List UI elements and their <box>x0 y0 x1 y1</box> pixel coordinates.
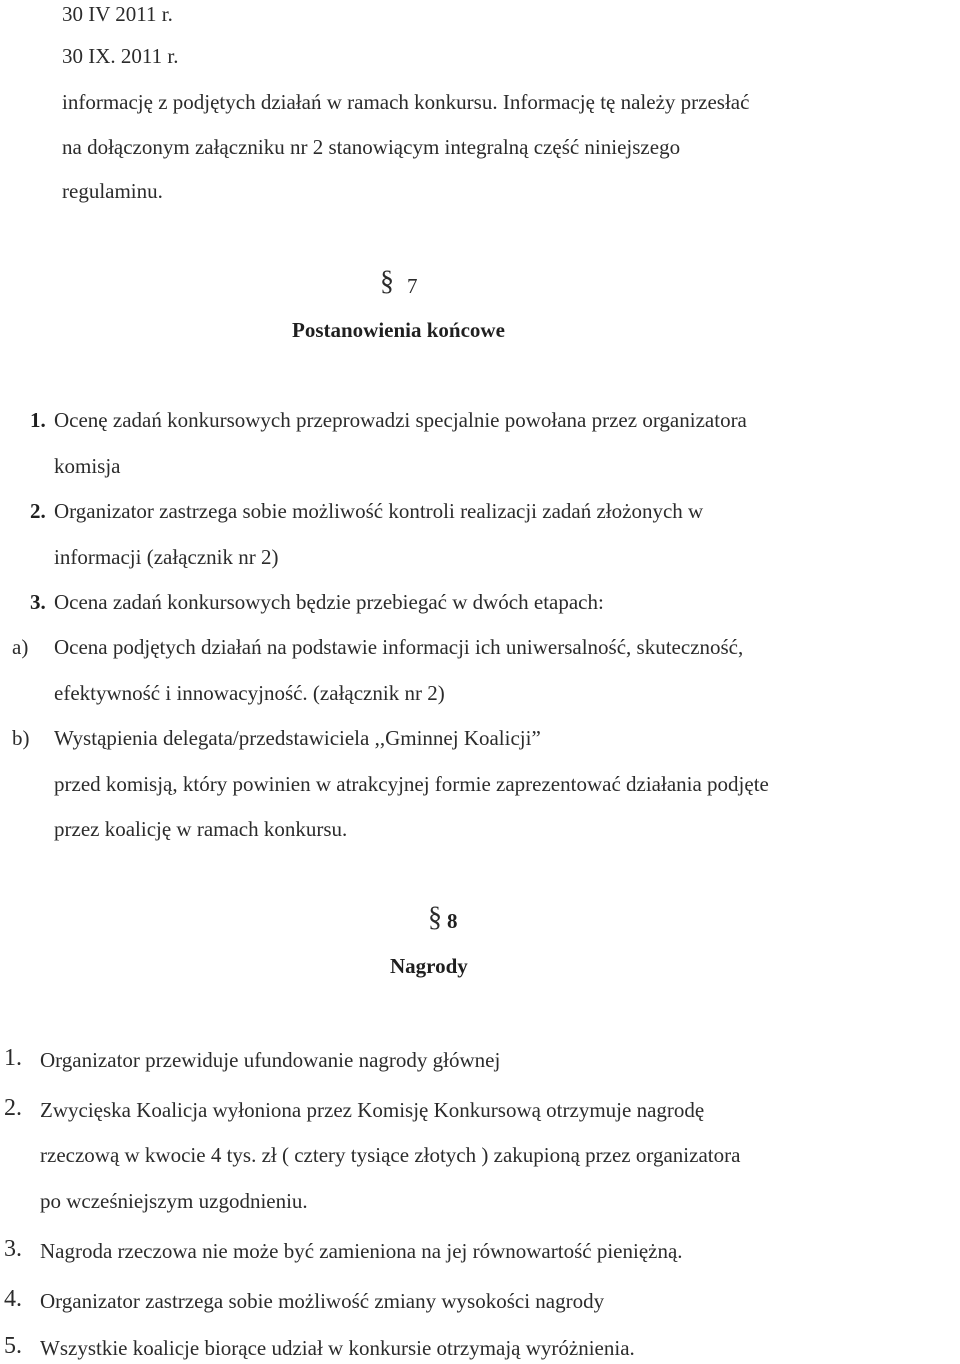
s7-subitem-a-line-1: Ocena podjętych działań na podstawie informacji ich uniwersalność, skuteczność, <box>54 635 744 659</box>
s7-subitem-a-line-2: efektywność i innowacyjność. (załącznik nr 2) <box>54 681 445 705</box>
s8-item-5-number: 5. <box>4 1333 22 1359</box>
s7-item-2-line-2: informacji (załącznik nr 2) <box>54 545 279 569</box>
date-line-1: 30 IV 2011 r. <box>62 2 173 26</box>
s8-item-3-line-1: Nagroda rzeczowa nie może być zamieniona na jej równowartość pieniężną. <box>40 1239 683 1263</box>
s8-item-4-number: 4. <box>4 1286 22 1312</box>
s7-item-2-line-1: Organizator zastrzega sobie możliwość kontroli realizacji zadań złożonych w <box>54 499 704 523</box>
s7-item-1-line-1: Ocenę zadań konkursowych przeprowadzi specjalnie powołana przez organizatora <box>54 408 747 432</box>
s7-item-2-number: 2. <box>30 499 46 523</box>
section-symbol-8: § <box>428 902 442 933</box>
intro-line-3: regulaminu. <box>62 179 163 203</box>
s8-item-4-line-1: Organizator zastrzega sobie możliwość zmiany wysokości nagrody <box>40 1289 605 1313</box>
s8-item-1-number: 1. <box>4 1045 22 1071</box>
s7-subitem-a-label: a) <box>12 635 29 659</box>
s7-item-1-number: 1. <box>30 408 46 432</box>
section-number-8: 8 <box>447 909 458 933</box>
section-title-7: Postanowienia końcowe <box>292 318 505 342</box>
s8-item-2-number: 2. <box>4 1095 22 1121</box>
s7-item-1-line-2: komisja <box>54 454 121 478</box>
date-line-2: 30 IX. 2011 r. <box>62 44 179 68</box>
s8-item-3-number: 3. <box>4 1236 22 1262</box>
intro-line-2: na dołączonym załączniku nr 2 stanowiącym integralną część niniejszego <box>62 135 681 159</box>
section-symbol-7: § <box>380 266 394 297</box>
s7-subitem-b-label: b) <box>12 726 30 750</box>
s7-subitem-b-line-2: przed komisją, który powinien w atrakcyjnej formie zaprezentować działania podjęte <box>54 772 769 796</box>
section-number-7: 7 <box>407 274 418 298</box>
s7-item-3-line-1: Ocena zadań konkursowych będzie przebiegać w dwóch etapach: <box>54 590 604 614</box>
s7-subitem-b-line-3: przez koalicję w ramach konkursu. <box>54 817 348 841</box>
intro-line-1: informację z podjętych działań w ramach konkursu. Informację tę należy przesłać <box>62 90 750 114</box>
s8-item-2-line-3: po wcześniejszym uzgodnieniu. <box>40 1189 308 1213</box>
s8-item-1-line-1: Organizator przewiduje ufundowanie nagrody głównej <box>40 1048 501 1072</box>
section-title-8: Nagrody <box>390 954 468 978</box>
s7-item-3-number: 3. <box>30 590 46 614</box>
s8-item-2-line-2: rzeczową w kwocie 4 tys. zł ( cztery tysiące złotych ) zakupioną przez organizatora <box>40 1143 741 1167</box>
s8-item-5-line-1: Wszystkie koalicje biorące udział w konkursie otrzymają wyróżnienia. <box>40 1336 635 1360</box>
s8-item-2-line-1: Zwycięska Koalicja wyłoniona przez Komisję Konkursową otrzymuje nagrodę <box>40 1098 705 1122</box>
s7-subitem-b-line-1: Wystąpienia delegata/przedstawiciela ,,Gminnej Koalicji” <box>54 726 541 750</box>
